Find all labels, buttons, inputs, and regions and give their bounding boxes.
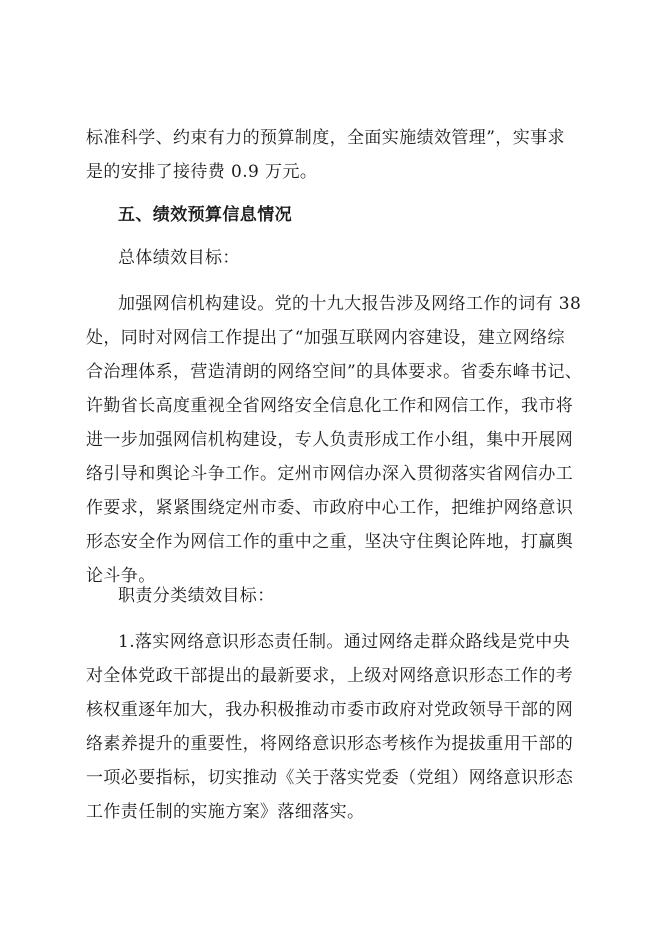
section-heading: 五、绩效预算信息情况 — [118, 205, 292, 225]
overall-goal-line-2: 处，同时对网信工作提出了“加强互联网内容建设，建立网络综 — [86, 328, 565, 348]
overall-goal-line-8: 形态安全作为网信工作的重中之重，坚决守住舆论阵地，打赢舆 — [86, 532, 574, 552]
category-goal-paragraph — [86, 628, 582, 826]
overall-goal-line-7: 作要求，紧紧围绕定州市委、市政府中心工作，把维护网络意识 — [86, 498, 574, 518]
intro-line-2: 是的安排了接待费 0.9 万元。 — [86, 162, 318, 182]
category-goal-line-2: 对全体党政干部提出的最新要求，上级对网络意识形态工作的考 — [86, 666, 574, 686]
overall-goal-line-3: 合治理体系，营造清朗的网络空间”的具体要求。省委东峰书记、 — [86, 362, 583, 382]
overall-goal-line-4: 许勤省长高度重视全省网络安全信息化工作和网信工作，我市将 — [86, 396, 574, 416]
category-goal-line-1: 1.落实网络意识形态责任制。通过网络走群众路线是党中央 — [118, 632, 571, 652]
category-goal-line-5: 一项必要指标，切实推动《关于落实党委（党组）网络意识形态 — [86, 768, 574, 788]
category-goal-line-6: 工作责任制的实施方案》落细落实。 — [86, 802, 365, 822]
intro-line-1: 标准科学、约束有力的预算制度，全面实施绩效管理”，实事求 — [86, 128, 565, 148]
overall-goal-label: 总体绩效目标： — [118, 248, 240, 268]
category-goal-line-3: 核权重逐年加大，我办积极推动市委市政府对党政领导干部的网 — [86, 700, 574, 720]
overall-goal-line-9: 论斗争。 — [86, 566, 156, 586]
overall-goal-paragraph — [86, 290, 582, 590]
overall-goal-line-1: 加强网信机构建设。党的十九大报告涉及网络工作的词有 38 — [118, 294, 582, 314]
intro-paragraph — [86, 124, 582, 186]
category-goal-line-4: 络素养提升的重要性，将网络意识形态考核作为提拔重用干部的 — [86, 734, 574, 754]
overall-goal-line-6: 络引导和舆论斗争工作。定州市网信办深入贯彻落实省网信办工 — [86, 464, 574, 484]
overall-goal-line-5: 进一步加强网信机构建设，专人负责形成工作小组，集中开展网 — [86, 430, 574, 450]
category-goal-label: 职责分类绩效目标： — [118, 586, 275, 606]
